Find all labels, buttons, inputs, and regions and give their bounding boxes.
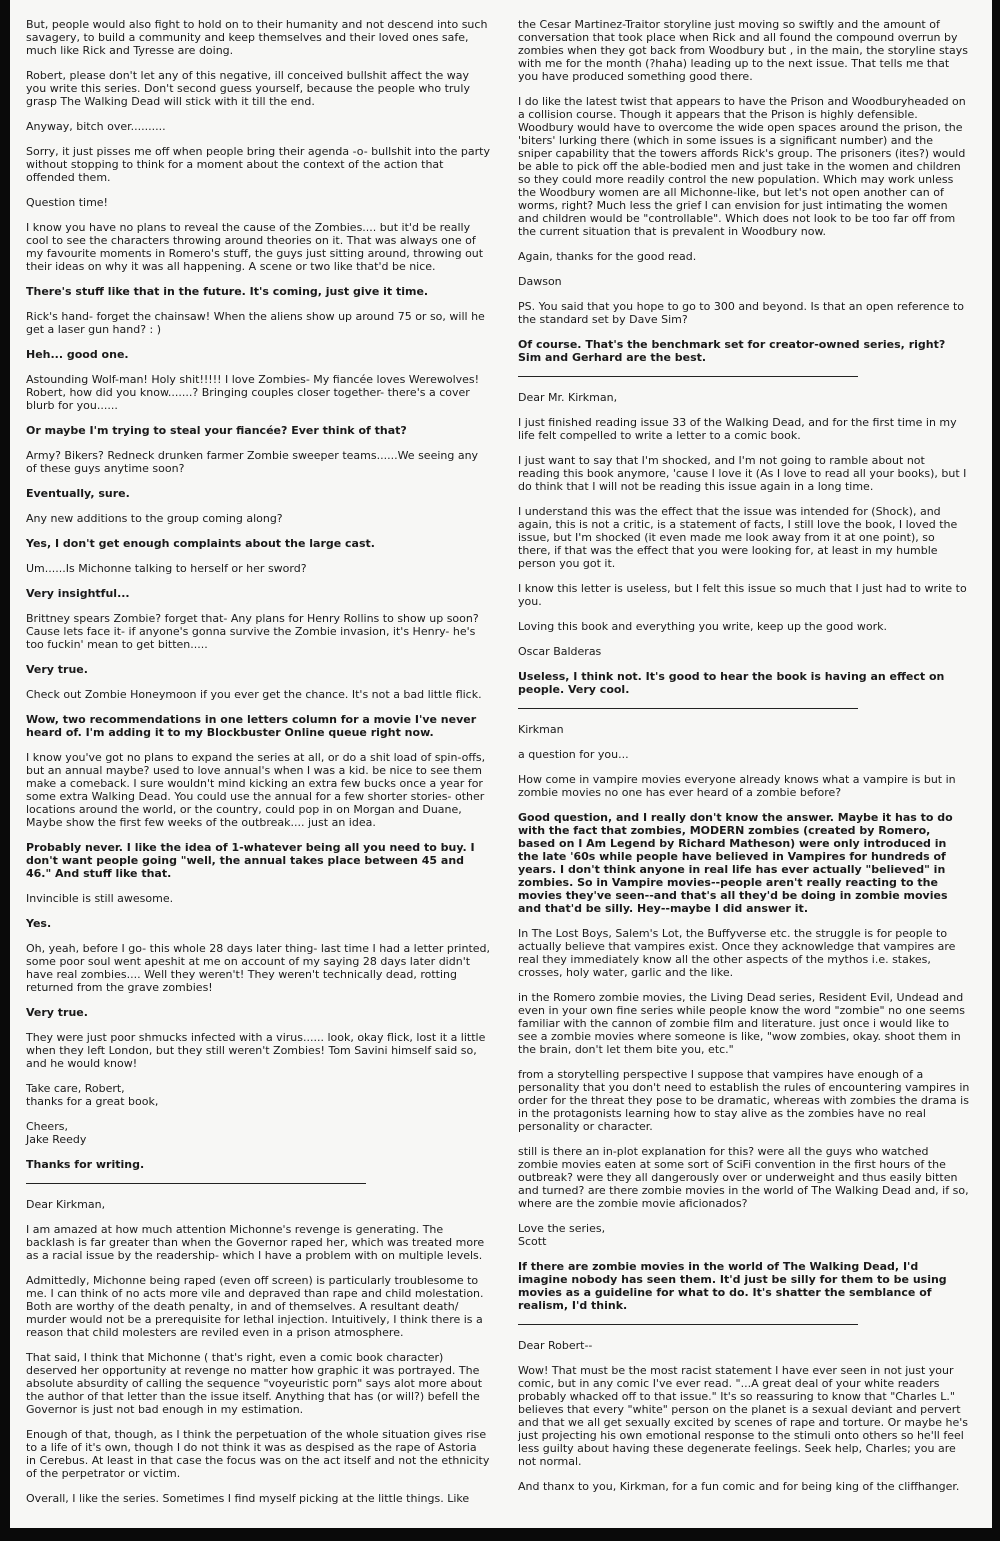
letter-paragraph: Enough of that, though, as I think the perpetuation of the whole situation gives rise to a life of it's own, though I do not think it was as despised as the rape of Astoria in Cerebus. At least in that case the focus was on the act itself and not the ethnicity of the perpetrator or victim. <box>26 1428 490 1480</box>
letter-divider <box>518 708 858 709</box>
letter-paragraph: I am amazed at how much attention Michonne's revenge is generating. The backlash is far greater than when the Governor raped her, which was treated more as a racial issue by the readership- which I have a problem with on multiple levels. <box>26 1223 485 1262</box>
letter-paragraph: Question time! <box>26 196 108 209</box>
letter-paragraph: How come in vampire movies everyone already knows what a vampire is but in zombie movies no one has ever heard of a zombie before? <box>518 773 956 799</box>
letter-divider <box>26 1183 366 1184</box>
letter-paragraph: Admittedly, Michonne being raped (even off screen) is particularly troublesome to me. I can think of no acts more vile and depraved than rape and child molestation. Both are worthy of the death penalty, in and of themselves. A resultant death/ murder would not be a prerequisite for lethal injection. Intuitively, I think there is a reason that child molesters are reviled even in a prison atmosphere. <box>26 1274 484 1339</box>
letter-paragraph: I know you have no plans to reveal the cause of the Zombies.... but it'd be really cool to see the characters throwing around theories on it. That was always one of my favourite moments in Romero's stuff, the guys just sitting around, throwing out their ideas on why it was all happening. A scene or two like that'd be nice. <box>26 221 484 273</box>
letter-paragraph: I understand this was the effect that the issue was intended for (Shock), and again, this is not a critic, is a statement of facts, I still love the book, I loved the issue, but I'm shocked (it even made me look away from it at one point), so there, if that was the effect that you were looking for, at least in my humble person you got it. <box>518 505 958 570</box>
letter-paragraph: Dawson <box>518 275 562 288</box>
letter-paragraph: Loving this book and everything you write, keep up the good work. <box>518 620 888 633</box>
letter-paragraph: Take care, Robert, thanks for a great book, <box>26 1082 159 1108</box>
editor-reply: Thanks for writing. <box>26 1158 145 1171</box>
letter-paragraph: Astounding Wolf-man! Holy shit!!!!! I love Zombies- My fiancée loves Werewolves! Robert, how did you know.......? Bringing couples closer together- there's a cover blurb for you...... <box>26 373 480 412</box>
letter-paragraph: from a storytelling perspective I suppose that vampires have enough of a personality that you don't need to establish the rules of encountering vampires in order for the threat they pose to be dramatic, whereas with zombies the drama is in the protagonists learning how to stay alive as the zombies have no real personality or character. <box>518 1068 970 1133</box>
editor-reply: Or maybe I'm trying to steal your fiancée? Ever think of that? <box>26 424 407 437</box>
letter-paragraph: Again, thanks for the good read. <box>518 250 697 263</box>
editor-reply: Very true. <box>26 663 88 676</box>
editor-reply: Good question, and I really don't know the answer. Maybe it has to do with the fact that zombies, MODERN zombies (created by Romero, based on I Am Legend by Richard Matheson) were only introduced in the late '60s while people have believed in Vampires for hundreds of years. I don't think anyone in real life has ever actually "believed" in zombies. So in Vampire movies--people aren't really reacting to the movies they've seen--and that's all they'd be doing in zombie movies and that'd be silly. Hey--maybe I did answer it. <box>518 811 953 915</box>
letter-paragraph: I just want to say that I'm shocked, and I'm not going to ramble about not reading this book anymore, 'cause I love it (As I love to read all your books), but I do think that I will not be reading this issue again in a long time. <box>518 454 967 493</box>
letter-paragraph: Um......Is Michonne talking to herself or her sword? <box>26 562 307 575</box>
letter-divider <box>518 1324 858 1325</box>
letter-paragraph: That said, I think that Michonne ( that's right, even a comic book character) deserved her opportunity at revenge no matter how graphic it was portrayed. The absolute absurdity of calling the sequence "voyeuristic porn" says alot more about the author of that letter than the issue itself. Anything that has (or will?) befell the Governor is just not bad enough in my estimation. <box>26 1351 483 1416</box>
letter-paragraph: Cheers, Jake Reedy <box>26 1120 87 1146</box>
letter-paragraph: Rick's hand- forget the chainsaw! When the aliens show up around 75 or so, will he get a laser gun hand? : ) <box>26 310 485 336</box>
letter-paragraph: Anyway, bitch over.......... <box>26 120 166 133</box>
letter-paragraph: They were just poor shmucks infected with a virus...... look, okay flick, lost it a little when they left London, but they still weren't Zombies! Tom Savini himself said so, and he would know! <box>26 1031 486 1070</box>
letter-paragraph: Robert, please don't let any of this negative, ill conceived bullshit affect the way you write this series. Don't second guess yourself, because the people who truly grasp The Walking Dead will stick with it till the end. <box>26 69 470 108</box>
editor-reply: Eventually, sure. <box>26 487 130 500</box>
letter-paragraph: Army? Bikers? Redneck drunken farmer Zombie sweeper teams......We seeing any of these guys anytime soon? <box>26 449 479 475</box>
letter-paragraph: In The Lost Boys, Salem's Lot, the Buffyverse etc. the struggle is for people to actually believe that vampires exist. Once they acknowledge that vampires are real they immediately know all the other aspects of the mythos i.e. stakes, crosses, holy water, garlic and the like. <box>518 927 956 979</box>
editor-reply: There's stuff like that in the future. It's coming, just give it time. <box>26 285 429 298</box>
letter-paragraph: Dear Mr. Kirkman, <box>518 391 618 404</box>
letter-paragraph: a question for you... <box>518 748 629 761</box>
letter-paragraph: the Cesar Martinez-Traitor storyline just moving so swiftly and the amount of conversation that took place when Rick and all found the compound overrun by zombies when they got back from Woodbury but , in the main, the storyline stays with me for the month (?haha) leading up to the next issue. That tells me that you have produced something good there. <box>518 18 968 83</box>
letter-paragraph: And thanx to you, Kirkman, for a fun comic and for being king of the cliffhanger. <box>518 1480 960 1493</box>
editor-reply: If there are zombie movies in the world of The Walking Dead, I'd imagine nobody has seen them. It'd just be silly for them to be using movies as a guideline for what to do. It's shatter the semblance of realism, I'd think. <box>518 1260 947 1312</box>
editor-reply: Probably never. I like the idea of 1-whatever being all you need to buy. I don't want people going "well, the annual takes place between 45 and 46." And stuff like that. <box>26 841 475 880</box>
letter-paragraph: Sorry, it just pisses me off when people bring their agenda -o- bullshit into the party without stopping to think for a moment about the context of the action that offended them. <box>26 145 490 184</box>
editor-reply: Of course. That's the benchmark set for creator-owned series, right? Sim and Gerhard are the best. <box>518 338 946 364</box>
letter-divider <box>518 376 858 377</box>
editor-reply: Very insightful... <box>26 587 130 600</box>
letter-paragraph: Any new additions to the group coming along? <box>26 512 283 525</box>
left-column <box>26 18 490 1517</box>
letter-paragraph: Kirkman <box>518 723 564 736</box>
letter-paragraph: Invincible is still awesome. <box>26 892 174 905</box>
letter-paragraph: still is there an in-plot explanation for this? were all the guys who watched zombie movies eaten at some sort of SciFi convention in the first hours of the outbreak? were they all dangerously over or underweight and thus easily bitten and turned? are there zombie movies in the world of The Walking Dead and, if so, where are the zombie movie aficionados? <box>518 1145 969 1210</box>
letter-paragraph: But, people would also fight to hold on to their humanity and not descend into such savagery, to build a community and keep themselves and their loved ones safe, much like Rick and Tyresse are doing. <box>26 18 488 57</box>
letter-paragraph: Brittney spears Zombie? forget that- Any plans for Henry Rollins to show up soon? Cause lets face it- if anyone's gonna survive the Zombie invasion, it's Henry- he's too fuckin' mean to get bitten..... <box>26 612 479 651</box>
letter-paragraph: Oscar Balderas <box>518 645 602 658</box>
letter-paragraph: I know you've got no plans to expand the series at all, or do a shit load of spin-offs, but an annual maybe? used to love annual's when I was a kid. be nice to see them make a comeback. I sure wouldn't mind kicking an extra few bucks once a year for some extra Walking Dead. You could use the annual for a few shorter stories- other locations around the world, or the country, could pop in on Morgan and Duane, Maybe show the first few weeks of the outbreak.... just an idea. <box>26 751 486 829</box>
letter-paragraph: Love the series, Scott <box>518 1222 606 1248</box>
letter-paragraph: Check out Zombie Honeymoon if you ever get the chance. It's not a bad little flick. <box>26 688 482 701</box>
letter-paragraph: Dear Kirkman, <box>26 1198 106 1211</box>
letter-paragraph: Overall, I like the series. Sometimes I find myself picking at the little things. Like <box>26 1492 470 1505</box>
editor-reply: Wow, two recommendations in one letters column for a movie I've never heard of. I'm adding it to my Blockbuster Online queue right now. <box>26 713 477 739</box>
letter-paragraph: I know this letter is useless, but I felt this issue so much that I just had to write to you. <box>518 582 967 608</box>
letter-paragraph: I do like the latest twist that appears to have the Prison and Woodburyheaded on a collision course. Though it appears that the Prison is highly defensible. Woodbury would have to overcome the wide open spaces around the prison, the 'biters' lurking there (which in some issues is a significant number) and the sniper capability that the towers affords Rick's group. The prisoners (ites?) would be able to pick off the able-bodied men and just take in the women and children so they could more readily control the new population. Which may work unless the Woodbury women are all Michonne-like, but let's not open another can of worms, right? Much less the grief I can envision for just intimating the women and children would be "controllable". Which does not look to be too far off from the current situation that is prevalent in Woodbury now. <box>518 95 966 238</box>
editor-reply: Useless, I think not. It's good to hear the book is having an effect on people. Very cool. <box>518 670 945 696</box>
right-column <box>518 18 970 1505</box>
letter-paragraph: in the Romero zombie movies, the Living Dead series, Resident Evil, Undead and even in your own fine series while people know the word "zombie" no one seems familiar with the cannon of zombie film and literature. just once i would like to see a zombie movies where someone is like, "wow zombies, okay. shoot them in the brain, don't let them bite you, etc." <box>518 991 965 1056</box>
editor-reply: Yes. <box>26 917 52 930</box>
editor-reply: Heh... good one. <box>26 348 129 361</box>
letters-page <box>10 0 992 1528</box>
letter-paragraph: I just finished reading issue 33 of the Walking Dead, and for the first time in my life felt compelled to write a letter to a comic book. <box>518 416 957 442</box>
editor-reply: Yes, I don't get enough complaints about the large cast. <box>26 537 375 550</box>
letter-paragraph: Dear Robert-- <box>518 1339 593 1352</box>
letter-paragraph: Wow! That must be the most racist statement I have ever seen in not just your comic, but in any comic I've ever read. "...A great deal of your white readers probably whacked off to that issue." It's so reassuring to know that "Charles L." believes that every "white" person on the planet is a sexual deviant and pervert and that we all get sexually excited by scenes of rape and torture. Or maybe he's just projecting his own emotional response to the stimuli onto others so he'll feel less guilty about having these degenerate feelings. Seek help, Charles; you are not normal. <box>518 1364 968 1468</box>
editor-reply: Very true. <box>26 1006 88 1019</box>
letter-paragraph: PS. You said that you hope to go to 300 and beyond. Is that an open reference to the standard set by Dave Sim? <box>518 300 964 326</box>
letter-paragraph: Oh, yeah, before I go- this whole 28 days later thing- last time I had a letter printed, some poor soul went apeshit at me on account of my saying 28 days later didn't have real zombies.... Well they weren't! They weren't technically dead, rotting returned from the grave zombies! <box>26 942 491 994</box>
